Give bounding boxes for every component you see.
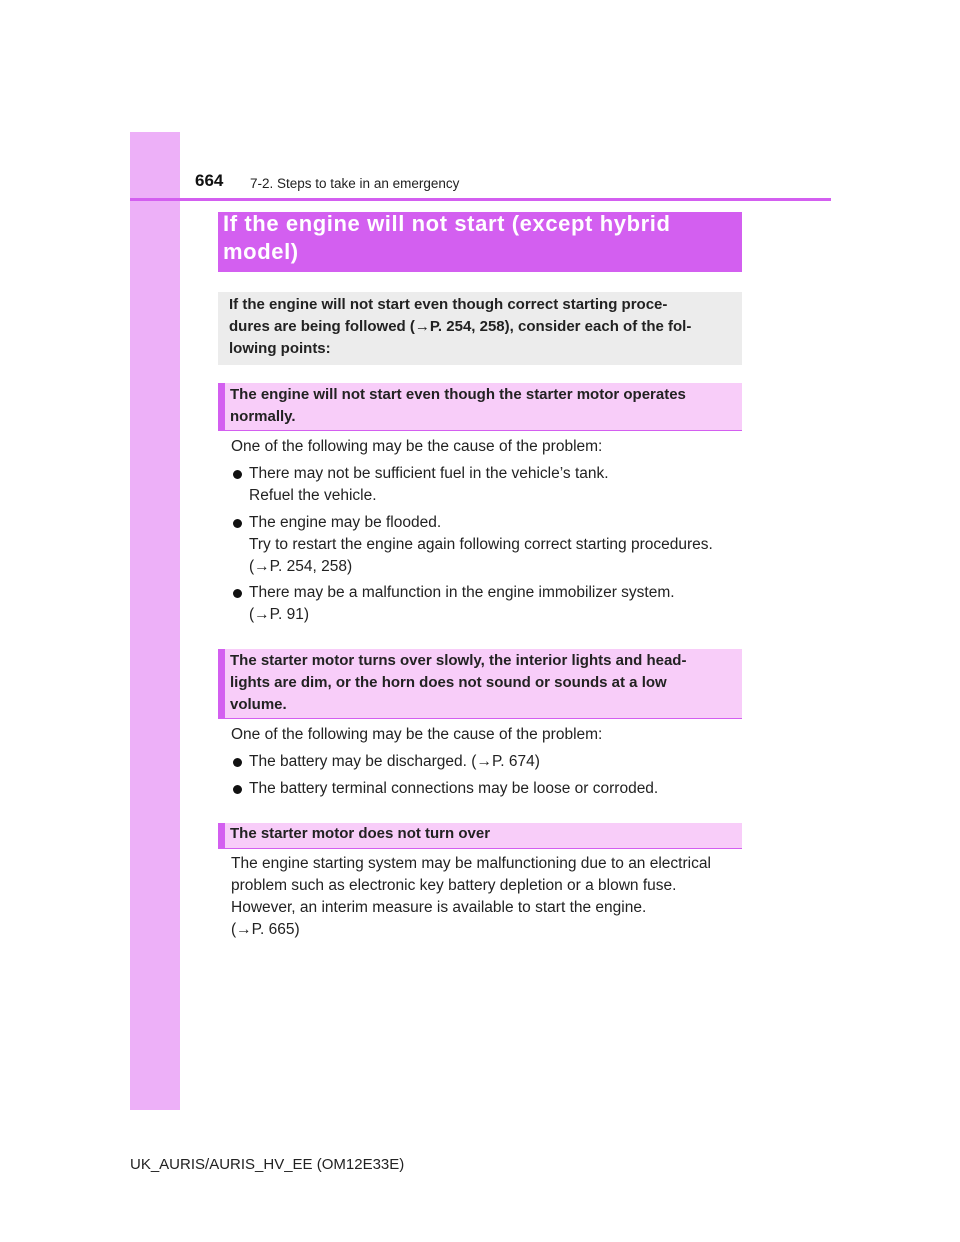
subheading-line: The starter motor turns over slowly, the interior lights and head- xyxy=(230,652,687,669)
list-item-line: (→P. 91) xyxy=(249,606,310,623)
list-item-line: There may be a malfunction in the engine immobilizer system. xyxy=(249,584,675,601)
bullet-icon xyxy=(233,758,242,767)
side-color-strip xyxy=(130,132,180,1110)
intro-line: lowing points: xyxy=(229,340,331,357)
page-title-line: If the engine will not start (except hybrid xyxy=(223,211,671,236)
footer-document-code: UK_AURIS/AURIS_HV_EE (OM12E33E) xyxy=(130,1156,405,1173)
subheading-line: volume. xyxy=(230,696,287,713)
list-item xyxy=(231,463,741,507)
paragraph-line: (→P. 665) xyxy=(231,921,300,938)
list-item-line: The engine may be flooded. xyxy=(249,514,442,531)
page-number: 664 xyxy=(195,171,224,190)
intro-line: If the engine will not start even though correct starting proce- xyxy=(229,296,668,313)
list-item xyxy=(231,512,741,578)
bullet-icon xyxy=(233,589,242,598)
subheading xyxy=(230,650,735,716)
list-item xyxy=(231,751,741,773)
subheading-line: lights are dim, or the horn does not sound or sounds at a low xyxy=(230,674,667,691)
bullet-icon xyxy=(233,519,242,528)
list-item-line: The battery may be discharged. (→P. 674) xyxy=(249,753,540,770)
list-item-line: Try to restart the engine again following correct starting procedures. xyxy=(249,536,713,553)
body-paragraph xyxy=(231,853,739,941)
paragraph-line: However, an interim measure is available to start the engine. xyxy=(231,899,647,916)
subheading xyxy=(230,384,735,428)
list-item-line: The battery terminal connections may be loose or corroded. xyxy=(249,780,659,797)
intro-line: dures are being followed (→P. 254, 258), consider each of the fol- xyxy=(229,318,692,335)
running-head: 7-2. Steps to take in an emergency xyxy=(250,176,460,191)
header-rule xyxy=(130,198,831,201)
lead-text: One of the following may be the cause of the problem: xyxy=(231,726,603,743)
paragraph-line: problem such as electronic key battery depletion or a blown fuse. xyxy=(231,877,677,894)
subheading xyxy=(230,823,735,845)
subheading-line: normally. xyxy=(230,408,296,425)
list-item xyxy=(231,778,741,800)
list-item xyxy=(231,582,741,626)
bullet-icon xyxy=(233,785,242,794)
bullet-icon xyxy=(233,470,242,479)
subheading-line: The starter motor does not turn over xyxy=(230,825,491,842)
subheading-line: The engine will not start even though the starter motor operates xyxy=(230,386,686,403)
list-item-line: (→P. 254, 258) xyxy=(249,558,353,575)
intro-text xyxy=(229,294,735,360)
list-item-line: Refuel the vehicle. xyxy=(249,487,377,504)
list-item-line: There may not be sufficient fuel in the vehicle’s tank. xyxy=(249,465,609,482)
page-title xyxy=(223,210,738,266)
paragraph-line: The engine starting system may be malfunctioning due to an electrical xyxy=(231,855,711,872)
page-title-line: model) xyxy=(223,239,299,264)
lead-text: One of the following may be the cause of the problem: xyxy=(231,438,603,455)
